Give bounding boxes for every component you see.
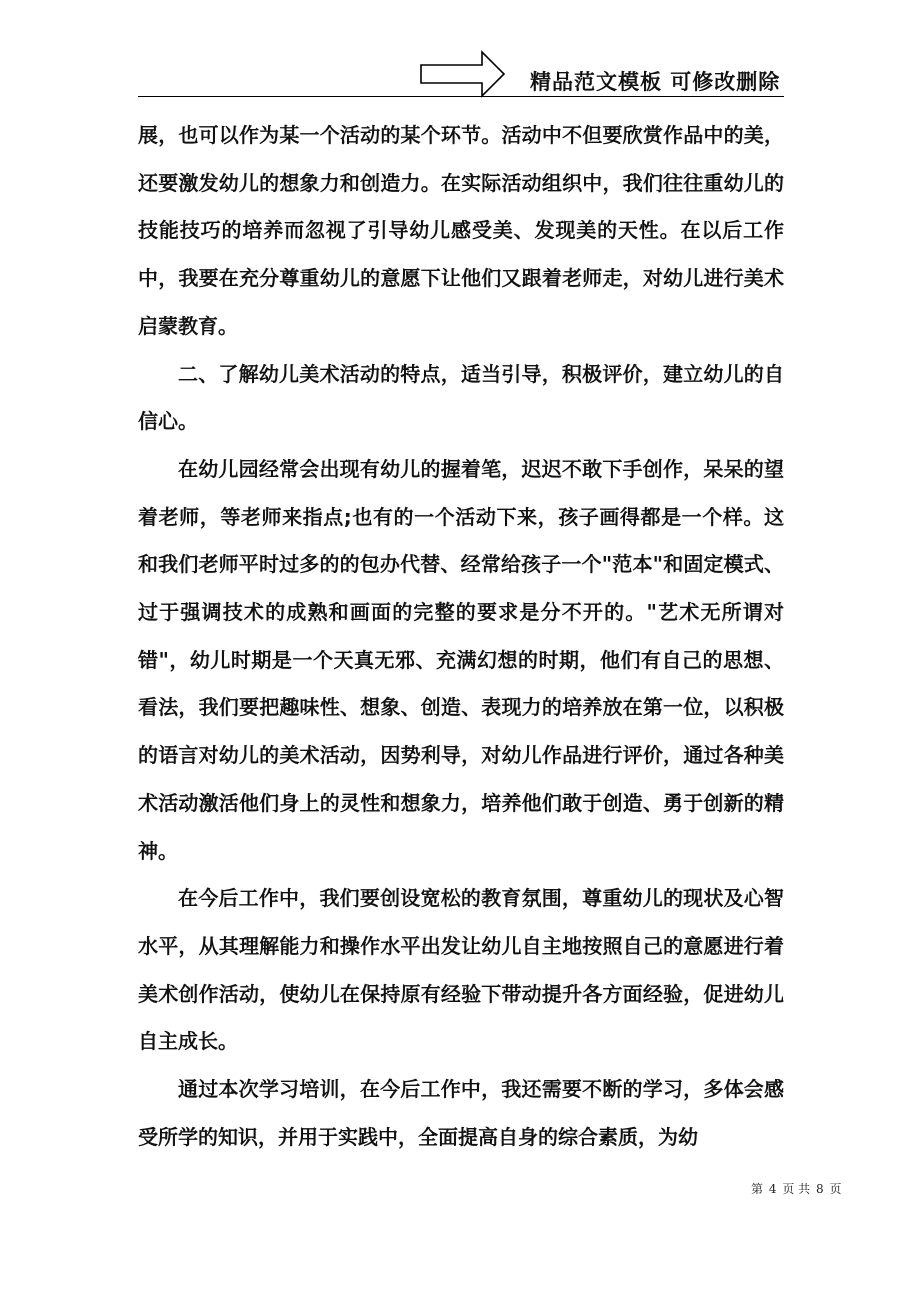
paragraph-continuation: 展，也可以作为某一个活动的某个环节。活动中不但要欣赏作品中的美，还要激发幼儿的想象力和创造力。在实际活动组织中，我们往往重幼儿的技能技巧的培养而忽视了引导幼儿感受美、发现美的天性。在以后工作中，我要在充分尊重幼儿的意愿下让他们又跟着老师走，对幼儿进行美术启蒙教育。 — [138, 123, 784, 338]
arrow-right-icon — [420, 50, 506, 98]
page-number-footer — [750, 1180, 842, 1197]
paragraph: 在幼儿园经常会出现有幼儿的握着笔，迟迟不敢下手创作，呆呆的望着老师，等老师来指点;也有的一个活动下来，孩子画得都是一个样。这和我们老师平时过多的的包办代替、经常给孩子一个"范本"和固定模式、过于强调技术的成熟和画面的完整的要求是分不开的。"艺术无所谓对错"，幼儿时期是一个天真无邪、充满幻想的时期，他们有自己的思想、看法，我们要把趣味性、想象、创造、表现力的培养放在第一位，以积极的语言对幼儿的美术活动，因势利导，对幼儿作品进行评价，通过各种美术活动激活他们身上的灵性和想象力，培养他们敢于创造、勇于创新的精神。 — [138, 456, 784, 863]
paragraph-section-heading: 二、了解幼儿美术活动的特点，适当引导，积极评价，建立幼儿的自信心。 — [138, 361, 784, 434]
footer-suffix: 页 — [829, 1182, 842, 1196]
paragraph: 在今后工作中，我们要创设宽松的教育氛围，尊重幼儿的现状及心智水平，从其理解能力和操作水平出发让幼儿自主地按照自己的意愿进行着美术创作活动，使幼儿在保持原有经验下带动提升各方面经验，促进幼儿自主成长。 — [138, 886, 784, 1054]
footer-middle: 页 共 — [782, 1182, 811, 1196]
current-page-number: 4 — [768, 1182, 777, 1196]
total-pages-number: 8 — [815, 1182, 824, 1196]
header-divider — [138, 96, 784, 97]
footer-prefix: 第 — [751, 1182, 764, 1196]
header-title: 精品范文模板 可修改删除 — [530, 70, 781, 94]
document-body — [138, 112, 784, 1161]
paragraph: 通过本次学习培训，在今后工作中，我还需要不断的学习，多体会感受所学的知识，并用于实践中，全面提高自身的综合素质，为幼 — [138, 1077, 784, 1149]
page-header — [0, 0, 920, 100]
